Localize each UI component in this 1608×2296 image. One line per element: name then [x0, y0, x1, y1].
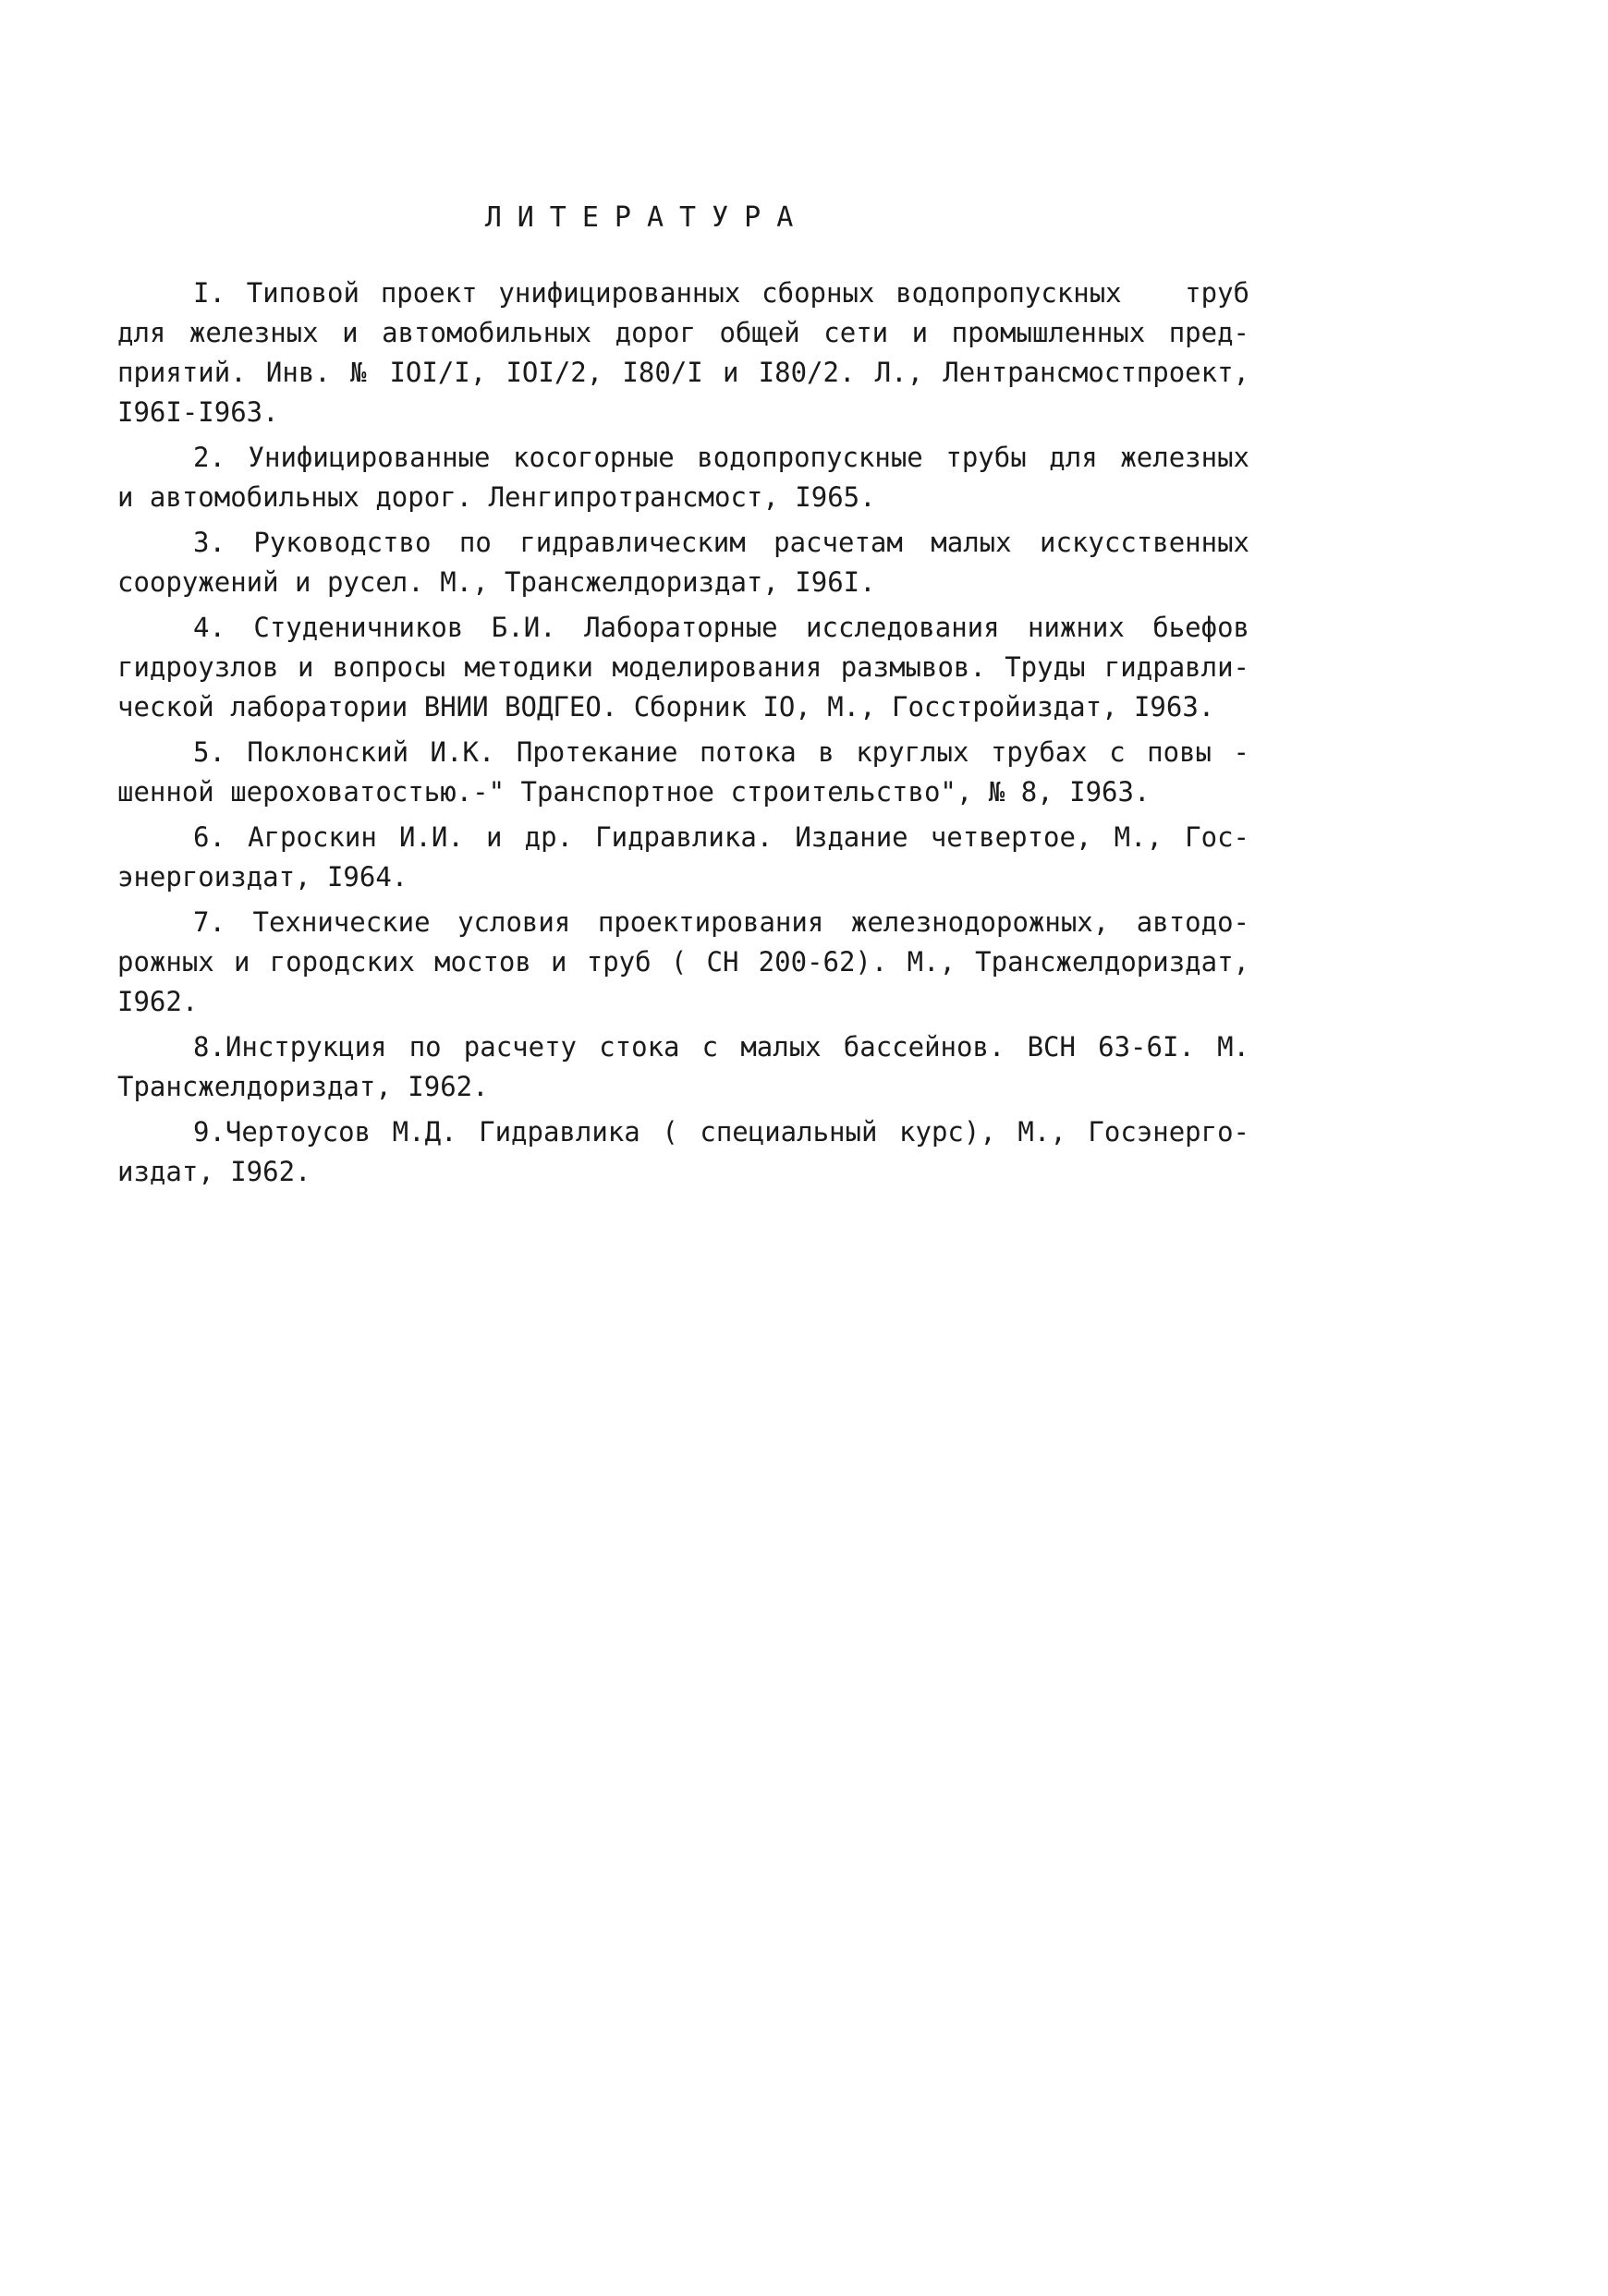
reference-line: гидроузлов и вопросы методики моделирования размывов. Труды гидравли- — [117, 651, 1249, 683]
reference-item-1 — [117, 273, 1249, 432]
reference-line: для железных и автомобильных дорог общей сети и промышленных пред- — [117, 317, 1249, 348]
reference-line: рожных и городских мостов и труб ( СН 200-62). М., Трансжелдориздат, — [117, 946, 1249, 978]
reference-item-6 — [117, 818, 1249, 897]
reference-line: 7. Технические условия проектирования железнодорожных, автодо- — [193, 906, 1249, 938]
reference-line: энергоиздат, I964. — [117, 861, 408, 893]
reference-line: Трансжелдориздат, I962. — [117, 1071, 489, 1102]
reference-line: I. Типовой проект унифицированных сборных водопропускных труб — [193, 277, 1249, 309]
reference-line: 3. Руководство по гидравлическим расчетам малых искусственных — [193, 527, 1249, 558]
reference-item-9 — [117, 1112, 1249, 1192]
reference-item-4 — [117, 608, 1249, 727]
reference-item-3 — [117, 523, 1249, 602]
reference-line: 9.Чертоусов М.Д. Гидравлика ( специальный курс), М., Госэнерго- — [193, 1116, 1249, 1148]
reference-line: I962. — [117, 986, 199, 1017]
reference-item-7 — [117, 903, 1249, 1022]
reference-line: 6. Агроскин И.И. и др. Гидравлика. Издание четвертое, М., Гос- — [193, 821, 1249, 853]
reference-line: 2. Унифицированные косогорные водопропускные трубы для железных — [193, 442, 1249, 473]
reference-item-8 — [117, 1027, 1249, 1107]
reference-line: ческой лаборатории ВНИИ ВОДГЕО. Сборник IO, М., Госстройиздат, I963. — [117, 691, 1215, 723]
reference-item-2 — [117, 438, 1249, 517]
reference-line: шенной шероховатостью.-" Транспортное строительство", № 8, I963. — [117, 776, 1151, 808]
reference-line: 5. Поклонский И.К. Протекание потока в круглых трубах с повы - — [193, 736, 1249, 768]
reference-list — [117, 273, 1249, 1197]
reference-line: 4. Студеничников Б.И. Лабораторные исследования нижних бьефов — [193, 612, 1249, 643]
reference-item-5 — [117, 733, 1249, 812]
reference-line: I96I-I963. — [117, 396, 279, 428]
reference-line: и автомобильных дорог. Ленгипротрансмост, I965. — [117, 481, 876, 513]
reference-line: приятий. Инв. № IOI/I, IOI/2, I80/I и I80/2. Л., Лентрансмостпроект, — [117, 357, 1249, 388]
reference-line: сооружений и русел. М., Трансжелдориздат, I96I. — [117, 566, 876, 598]
reference-line: издат, I962. — [117, 1156, 311, 1187]
reference-line: 8.Инструкция по расчету стока с малых бассейнов. ВСН 63-6I. М. — [193, 1031, 1249, 1063]
page-title: ЛИТЕРАТУРА — [484, 201, 810, 234]
